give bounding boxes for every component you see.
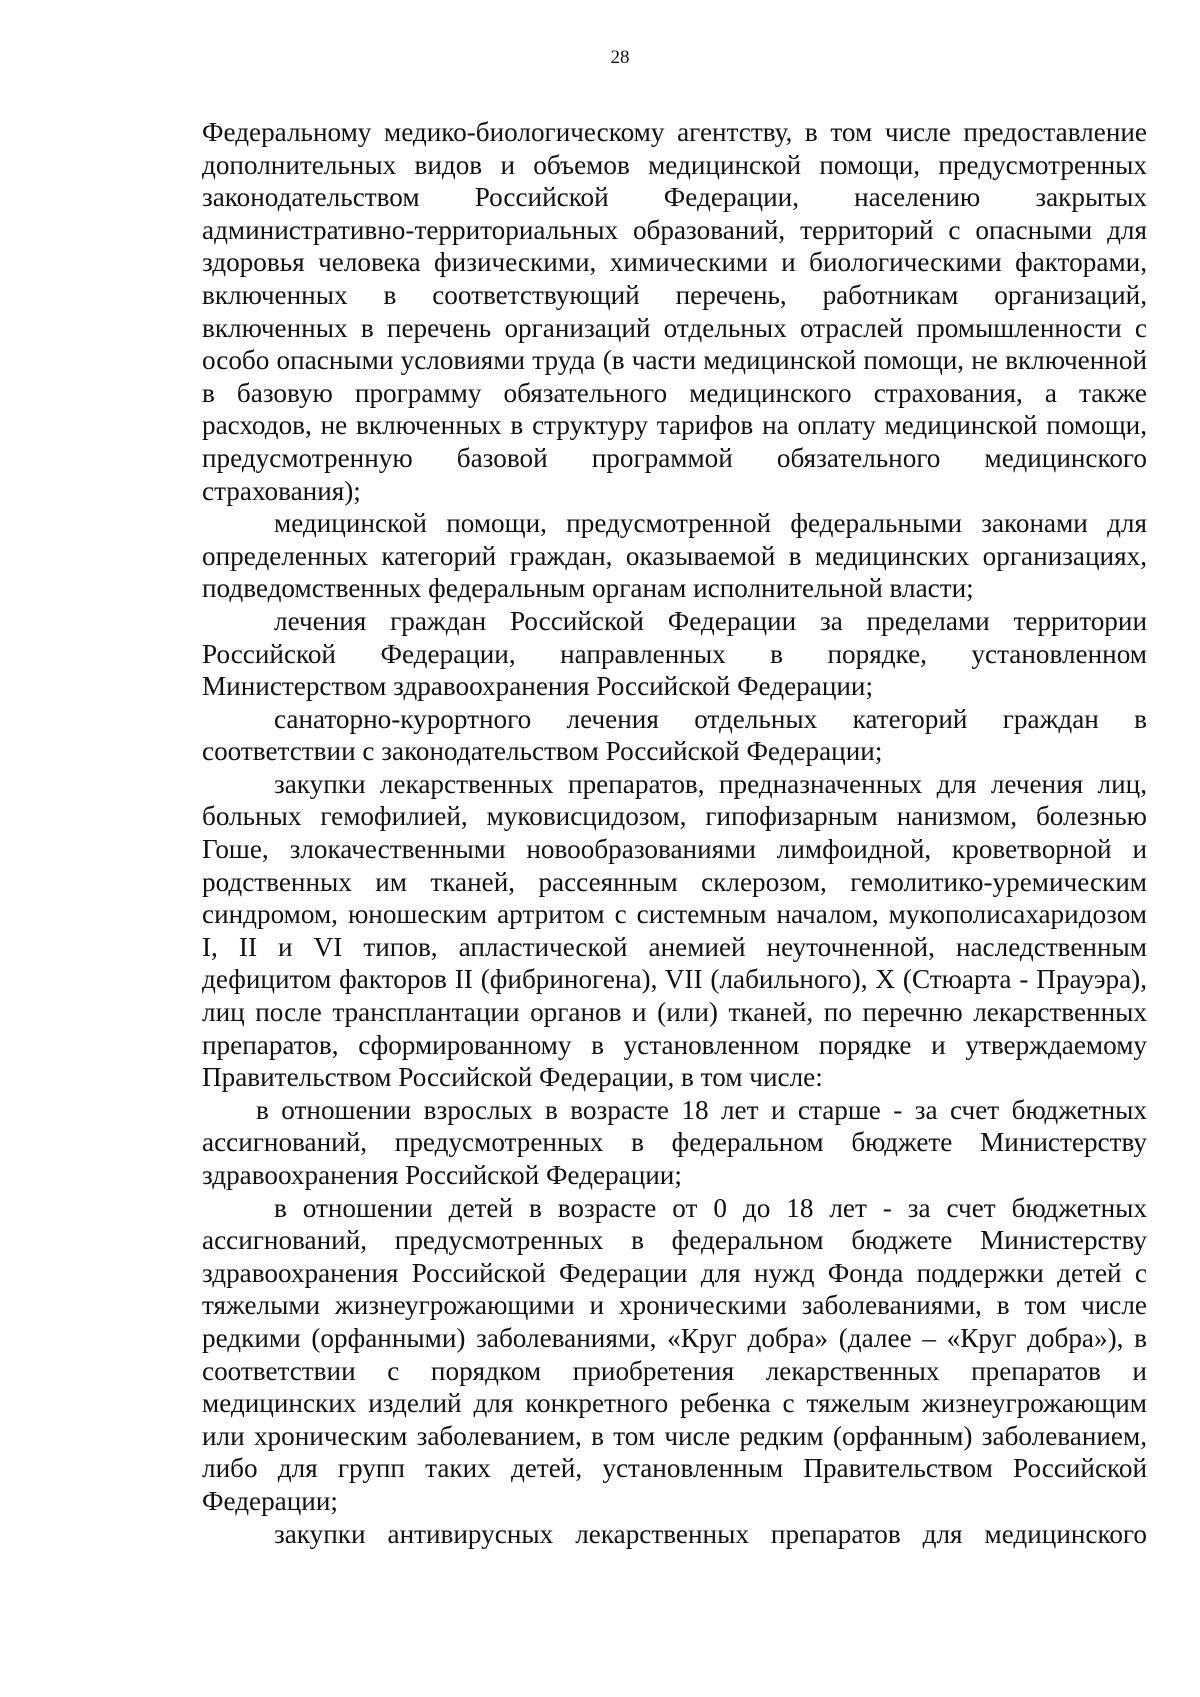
paragraph-adults: в отношении взрослых в возрасте 18 лет и старше - за счет бюджетных ассигнований, предусмотренных в федеральном бюджете Министерству здравоохранения Российской Федерации; bbox=[202, 1094, 1147, 1190]
paragraph-fmba: Федеральному медико-биологическому агентству, в том числе предоставление дополнительных видов и объемов медицинской помощи, предусмотренных законодательством Российской Федерации, населению закрытых административно-территориальных образований, территорий с опасными для здоровья человека физическими, химическими и биологическими факторами, включенных в соответствующий перечень, работникам организаций, включенных в перечень организаций отдельных отраслей промышленности с особо опасными условиями труда (в части медицинской помощи, не включенной в базовую программу обязательного медицинского страхования, а также расходов, не включенных в структуру тарифов на оплату медицинской помощи, предусмотренную базовой программой обязательного медицинского страхования); bbox=[202, 117, 1147, 506]
paragraph-children: в отношении детей в возрасте от 0 до 18 лет - за счет бюджетных ассигнований, предусмотренных в федеральном бюджете Министерству здравоохранения Российской Федерации для нужд Фонда поддержки детей с тяжелыми жизнеугрожающими и хроническими заболеваниями, в том числе редкими (орфанными) заболеваниями, «Круг добра» (далее – «Круг добра»), в соответствии с порядком приобретения лекарственных препаратов и медицинских изделий для конкретного ребенка с тяжелым жизнеугрожающим или хроническим заболеванием, в том числе редким (орфанным) заболеванием, либо для групп таких детей, установленным Правительством Российской Федерации; bbox=[202, 1192, 1147, 1516]
page-number: 28 bbox=[610, 47, 630, 68]
paragraph-sanatorium: санаторно-курортного лечения отдельных категорий граждан в соответствии с законодательством Российской Федерации; bbox=[202, 703, 1147, 767]
paragraph-federal-laws-care: медицинской помощи, предусмотренной федеральными законами для определенных категорий граждан, оказываемой в медицинских организациях, подведомственных федеральным органам исполнительной власти; bbox=[202, 508, 1147, 604]
paragraph-treatment-abroad: лечения граждан Российской Федерации за пределами территории Российской Федерации, направленных в порядке, установленном Министерством здравоохранения Российской Федерации; bbox=[202, 605, 1147, 702]
paragraph-antiviral: закупки антивирусных лекарственных препаратов для медицинского bbox=[274, 1518, 1147, 1549]
paragraph-drug-procurement: закупки лекарственных препаратов, предназначенных для лечения лиц, больных гемофилией, муковисцидозом, гипофизарным нанизмом, болезнью Гоше, злокачественными новообразованиями лимфоидной, кроветворной и родственных им тканей, рассеянным склерозом, гемолитико-уремическим синдромом, юношеским артритом с системным началом, мукополисахаридозом I, II и VI типов, апластической анемией неуточненной, наследственным дефицитом факторов II (фибриногена), VII (лабильного), X (Стюарта - Прауэра), лиц после трансплантации органов и (или) тканей, по перечню лекарственных препаратов, сформированному в установленном порядке и утверждаемому Правительством Российской Федерации, в том числе: bbox=[202, 768, 1147, 1093]
document-body bbox=[202, 116, 1147, 1550]
